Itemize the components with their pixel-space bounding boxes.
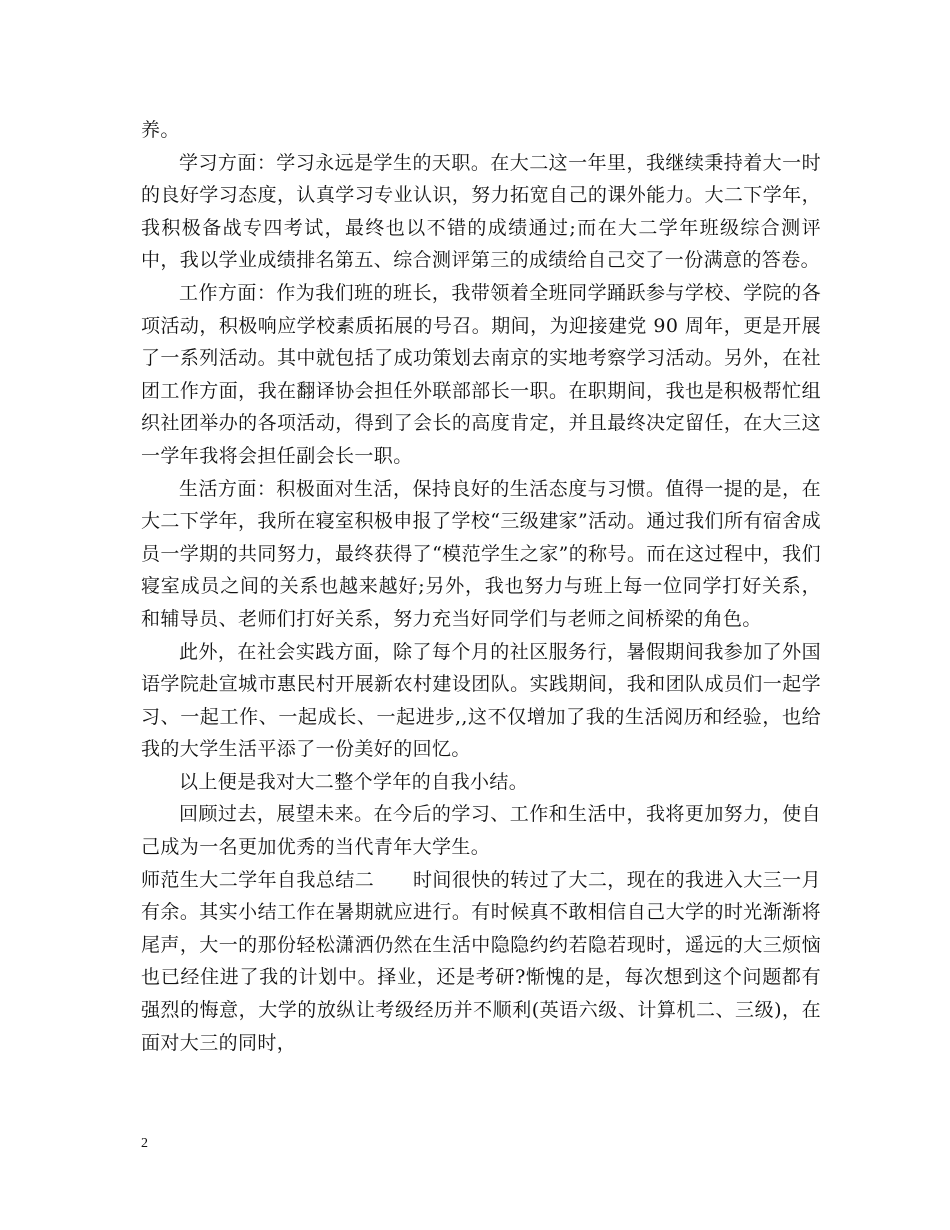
paragraph-second-summary: 师范生大二学年自我总结二 时间很快的转过了大二，现在的我进入大三一月有余。其实小结工作在暑期就应进行。有时候真不敢相信自己大学的时光渐渐将尾声，大一的那份轻松潇洒仍然在生活中隐隐约约若隐若现时，遥远的大三烦恼也已经住进了我的计划中。择业，还是考研?惭愧的是，每次想到这个问题都有强烈的悔意，大学的放纵让考级经历并不顺利(英语六级、计算机二、三级)，在面对大三的同时， <box>141 868 821 1054</box>
page-number: 2 <box>141 1136 148 1151</box>
paragraph-social-practice: 此外，在社会实践方面，除了每个月的社区服务行，暑假期间我参加了外国语学院赴宣城市惠民村开展新农村建设团队。实践期间，我和团队成员们一起学习、一起工作、一起成长、一起进步,,这不仅增加了我的生活阅历和经验，也给我的大学生活平添了一份美好的回忆。 <box>141 640 821 761</box>
paragraph-continuation: 养。 <box>141 119 180 141</box>
paragraph-outlook: 回顾过去，展望未来。在今后的学习、工作和生活中，我将更加努力，使自己成为一名更加优秀的当代青年大学生。 <box>141 803 821 859</box>
paragraph-study: 学习方面：学习永远是学生的天职。在大二这一年里，我继续秉持着大一时的良好学习态度，认真学习专业认识，努力拓宽自己的课外能力。大二下学年，我积极备战专四考试，最终也以不错的成绩通过;而在大二学年班级综合测评中，我以学业成绩排名第五、综合测评第三的成绩给自己交了一份满意的答卷。 <box>141 151 821 272</box>
document-body <box>141 114 821 1059</box>
paragraph-life: 生活方面：积极面对生活，保持良好的生活态度与习惯。值得一提的是，在大二下学年，我所在寝室积极申报了学校“三级建家”活动。通过我们所有宿舍成员一学期的共同努力，最终获得了“模范学生之家”的称号。而在这过程中，我们寝室成员之间的关系也越来越好;另外，我也努力与班上每一位同学打好关系，和辅导员、老师们打好关系，努力充当好同学们与老师之间桥梁的角色。 <box>141 477 821 630</box>
paragraph-work: 工作方面：作为我们班的班长，我带领着全班同学踊跃参与学校、学院的各项活动，积极响应学校素质拓展的号召。期间，为迎接建党 90 周年，更是开展了一系列活动。其中就包括了成功策划去南京的实地考察学习活动。另外，在社团工作方面，我在翻译协会担任外联部部长一职。在职期间，我也是积极帮忙组织社团举办的各项活动，得到了会长的高度肯定，并且最终决定留任，在大三这一学年我将会担任副会长一职。 <box>141 281 821 467</box>
paragraph-summary: 以上便是我对大二整个学年的自我小结。 <box>179 770 529 793</box>
